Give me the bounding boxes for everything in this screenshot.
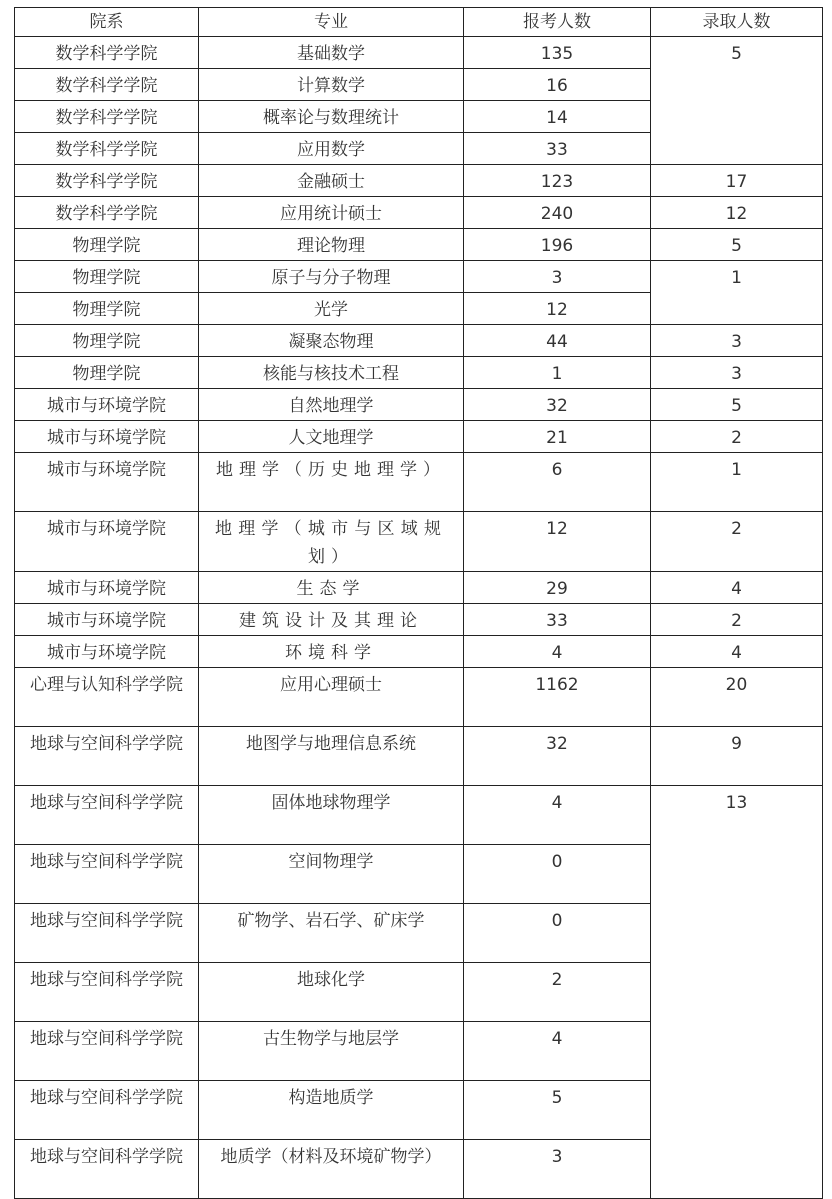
- table-row: [15, 572, 823, 604]
- major-cell: 应用数学: [199, 133, 464, 165]
- applicants-cell: 1: [464, 357, 651, 389]
- table-row: [15, 389, 823, 421]
- table-row: [15, 197, 823, 229]
- admitted-cell: 4: [651, 572, 823, 604]
- table-row: [15, 512, 823, 572]
- admitted-cell: 2: [651, 512, 823, 572]
- header-admitted: 录取人数: [651, 8, 823, 37]
- department-cell: 地球与空间科学学院: [15, 845, 199, 904]
- department-cell: 地球与空间科学学院: [15, 1140, 199, 1199]
- department-cell: 数学科学学院: [15, 133, 199, 165]
- admitted-cell: 3: [651, 325, 823, 357]
- header-department: 院系: [15, 8, 199, 37]
- table-row: [15, 165, 823, 197]
- major-cell: 人文地理学: [199, 421, 464, 453]
- applicants-cell: 32: [464, 727, 651, 786]
- major-cell: 应用心理硕士: [199, 668, 464, 727]
- major-cell: 地图学与地理信息系统: [199, 727, 464, 786]
- department-cell: 地球与空间科学学院: [15, 1022, 199, 1081]
- applicants-cell: 0: [464, 904, 651, 963]
- applicants-cell: 21: [464, 421, 651, 453]
- applicants-cell: 44: [464, 325, 651, 357]
- major-cell: 环境科学: [199, 636, 464, 668]
- table-row: [15, 786, 823, 845]
- major-cell: 理论物理: [199, 229, 464, 261]
- department-cell: 物理学院: [15, 229, 199, 261]
- applicants-cell: 1162: [464, 668, 651, 727]
- department-cell: 城市与环境学院: [15, 572, 199, 604]
- department-cell: 物理学院: [15, 293, 199, 325]
- admitted-cell: 4: [651, 636, 823, 668]
- applicants-cell: 135: [464, 37, 651, 69]
- applicants-cell: 5: [464, 1081, 651, 1140]
- major-cell: 古生物学与地层学: [199, 1022, 464, 1081]
- department-cell: 城市与环境学院: [15, 453, 199, 512]
- table-row: [15, 421, 823, 453]
- department-cell: 地球与空间科学学院: [15, 963, 199, 1022]
- applicants-cell: 33: [464, 133, 651, 165]
- admitted-cell: 12: [651, 197, 823, 229]
- applicants-cell: 12: [464, 293, 651, 325]
- header-major: 专业: [199, 8, 464, 37]
- applicants-cell: 4: [464, 636, 651, 668]
- department-cell: 数学科学学院: [15, 101, 199, 133]
- department-cell: 数学科学学院: [15, 165, 199, 197]
- major-cell: 计算数学: [199, 69, 464, 101]
- table-row: [15, 261, 823, 293]
- table-row: [15, 453, 823, 512]
- table-row: [15, 229, 823, 261]
- admitted-cell: 20: [651, 668, 823, 727]
- applicants-cell: 14: [464, 101, 651, 133]
- applicants-cell: 3: [464, 1140, 651, 1199]
- table-body: [15, 37, 823, 1199]
- admitted-cell: 9: [651, 727, 823, 786]
- department-cell: 物理学院: [15, 357, 199, 389]
- admitted-cell: 2: [651, 604, 823, 636]
- applicants-cell: 2: [464, 963, 651, 1022]
- department-cell: 城市与环境学院: [15, 604, 199, 636]
- department-cell: 地球与空间科学学院: [15, 786, 199, 845]
- admitted-cell: 3: [651, 357, 823, 389]
- major-cell: 矿物学、岩石学、矿床学: [199, 904, 464, 963]
- table-row: [15, 37, 823, 69]
- admissions-table: [14, 7, 823, 1199]
- major-cell: 自然地理学: [199, 389, 464, 421]
- applicants-cell: 123: [464, 165, 651, 197]
- applicants-cell: 32: [464, 389, 651, 421]
- major-cell: 构造地质学: [199, 1081, 464, 1140]
- department-cell: 数学科学学院: [15, 197, 199, 229]
- admitted-cell: 1: [651, 261, 823, 325]
- department-cell: 地球与空间科学学院: [15, 727, 199, 786]
- major-cell: 原子与分子物理: [199, 261, 464, 293]
- applicants-cell: 6: [464, 453, 651, 512]
- applicants-cell: 240: [464, 197, 651, 229]
- department-cell: 数学科学学院: [15, 69, 199, 101]
- department-cell: 地球与空间科学学院: [15, 1081, 199, 1140]
- department-cell: 城市与环境学院: [15, 421, 199, 453]
- applicants-cell: 3: [464, 261, 651, 293]
- major-cell: 生态学: [199, 572, 464, 604]
- major-cell: 基础数学: [199, 37, 464, 69]
- major-cell: 地理学（历史地理学）: [199, 453, 464, 512]
- department-cell: 心理与认知科学学院: [15, 668, 199, 727]
- major-cell: 概率论与数理统计: [199, 101, 464, 133]
- applicants-cell: 0: [464, 845, 651, 904]
- major-cell: 固体地球物理学: [199, 786, 464, 845]
- admitted-cell: 5: [651, 229, 823, 261]
- table-row: [15, 668, 823, 727]
- admitted-cell: 17: [651, 165, 823, 197]
- major-cell: 金融硕士: [199, 165, 464, 197]
- major-cell: 建筑设计及其理论: [199, 604, 464, 636]
- applicants-cell: 33: [464, 604, 651, 636]
- major-cell: 地质学（材料及环境矿物学）: [199, 1140, 464, 1199]
- department-cell: 城市与环境学院: [15, 389, 199, 421]
- header-row: [15, 8, 823, 37]
- department-cell: 数学科学学院: [15, 37, 199, 69]
- department-cell: 城市与环境学院: [15, 512, 199, 572]
- admitted-cell: 5: [651, 389, 823, 421]
- major-cell: 光学: [199, 293, 464, 325]
- table-row: [15, 604, 823, 636]
- applicants-cell: 4: [464, 786, 651, 845]
- major-cell: 凝聚态物理: [199, 325, 464, 357]
- applicants-cell: 29: [464, 572, 651, 604]
- table-row: [15, 357, 823, 389]
- major-cell: 核能与核技术工程: [199, 357, 464, 389]
- major-cell: 空间物理学: [199, 845, 464, 904]
- major-cell: 应用统计硕士: [199, 197, 464, 229]
- department-cell: 地球与空间科学学院: [15, 904, 199, 963]
- header-applicants: 报考人数: [464, 8, 651, 37]
- major-cell: 地球化学: [199, 963, 464, 1022]
- major-cell: 地理学（城市与区域规划）: [199, 512, 464, 572]
- admitted-cell: 13: [651, 786, 823, 1199]
- table-row: [15, 727, 823, 786]
- table-row: [15, 325, 823, 357]
- applicants-cell: 12: [464, 512, 651, 572]
- applicants-cell: 16: [464, 69, 651, 101]
- admitted-cell: 5: [651, 37, 823, 165]
- admitted-cell: 1: [651, 453, 823, 512]
- department-cell: 城市与环境学院: [15, 636, 199, 668]
- applicants-cell: 4: [464, 1022, 651, 1081]
- department-cell: 物理学院: [15, 261, 199, 293]
- admitted-cell: 2: [651, 421, 823, 453]
- table-row: [15, 636, 823, 668]
- applicants-cell: 196: [464, 229, 651, 261]
- department-cell: 物理学院: [15, 325, 199, 357]
